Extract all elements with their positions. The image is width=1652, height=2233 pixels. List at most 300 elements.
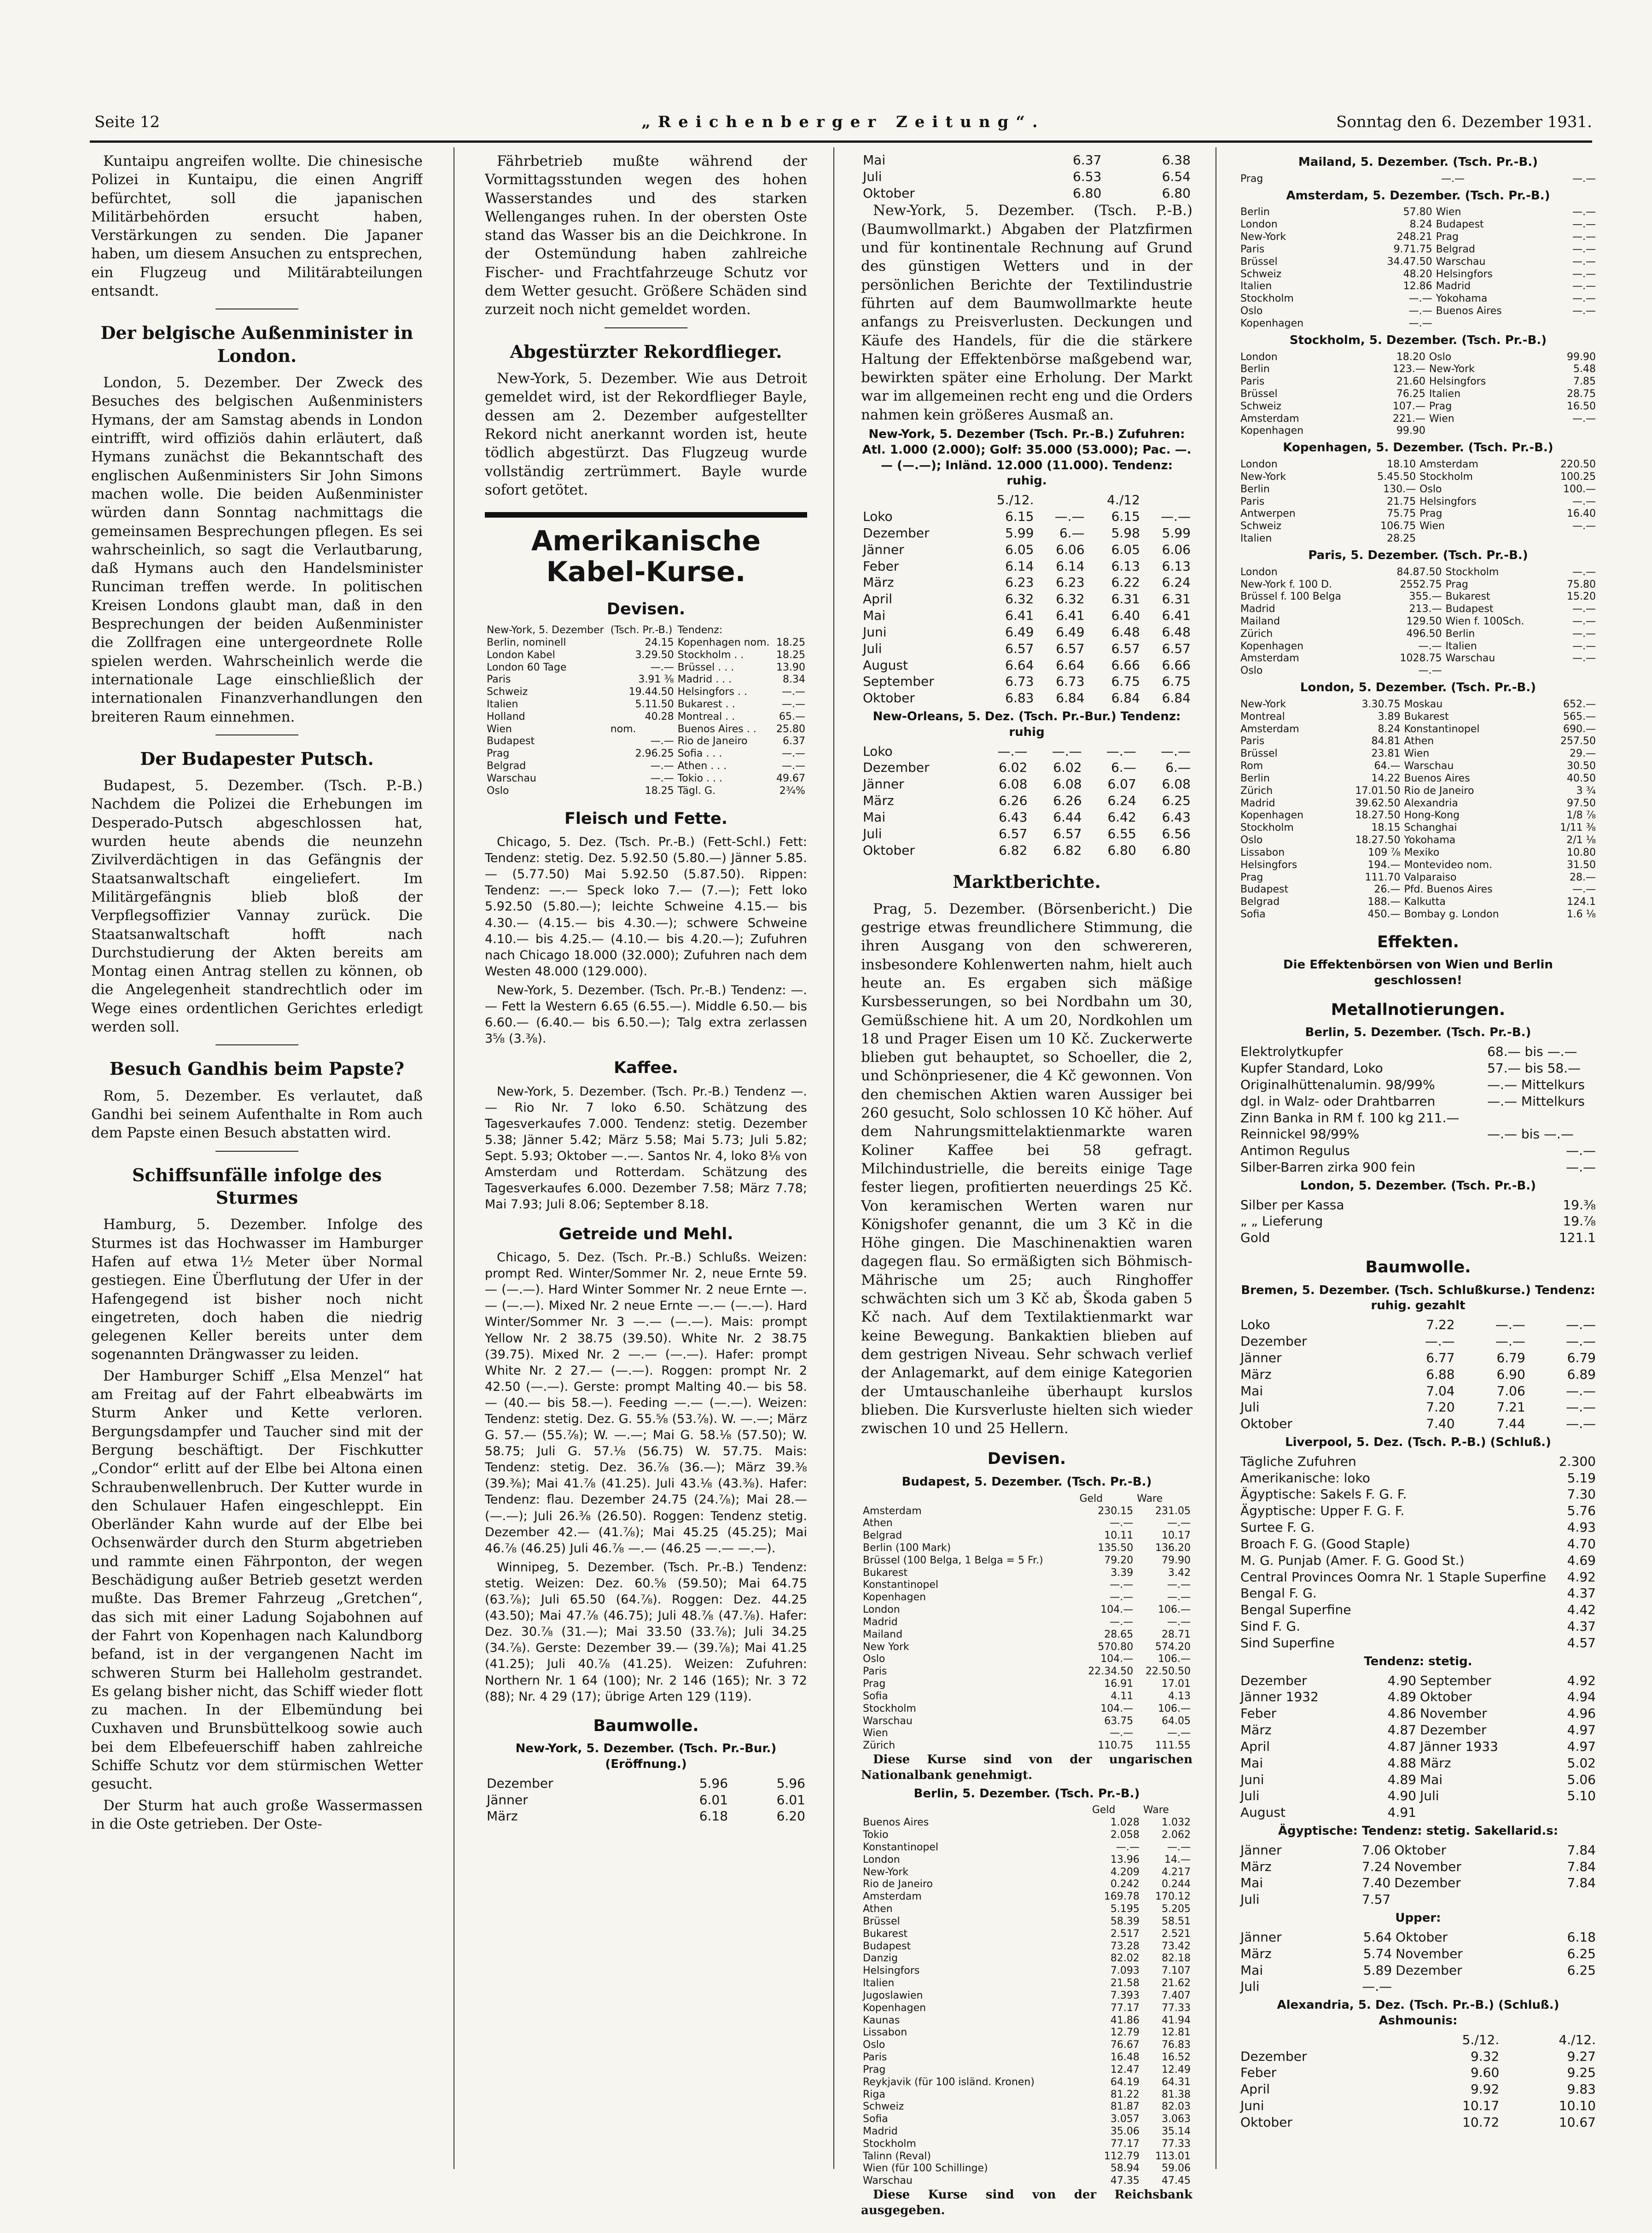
table-body xyxy=(1239,566,1598,677)
table-cell: 6.26 xyxy=(1053,793,1082,809)
table-caption: Bremen, 5. Dezember. (Tsch. Schlußkurse.) Tendenz: ruhig. gezahlt xyxy=(1241,1283,1595,1313)
subsection-title: Baumwolle. xyxy=(593,1716,699,1735)
table-cell: 130.— xyxy=(1383,483,1416,495)
table-cell: 5.99 xyxy=(1005,525,1034,541)
table-row xyxy=(861,1666,1192,1678)
subsection-title: Getreide und Mehl. xyxy=(558,1224,733,1243)
table-cell: 40.28 xyxy=(645,711,674,723)
table-cell: Warschau xyxy=(863,1715,913,1727)
table-body xyxy=(1239,2048,1598,2131)
table-cell: 4.94 xyxy=(1567,1689,1596,1705)
table-cell: 82.02 xyxy=(1110,1953,1140,1965)
table-cell xyxy=(861,1804,1090,1817)
table-cell: 9.83 xyxy=(1567,2081,1596,2097)
table-cell: dgl. in Walz- oder Drahtbarren xyxy=(1240,1093,1436,1109)
table-cell: April xyxy=(863,591,892,607)
table-cell: September xyxy=(1419,1673,1491,1688)
column-4 xyxy=(1239,152,1598,2131)
table-row xyxy=(861,508,1192,525)
table-cell: Lissabon xyxy=(863,2027,907,2039)
table-cell: Prag xyxy=(1240,173,1263,185)
table-cell: Wien xyxy=(1429,413,1454,425)
table-cell: Sofia xyxy=(1240,909,1266,921)
article-body: London, 5. Dezember. Der Zweck des Besuches des belgischen Außenministers Hymans, der am Samstag abends in London eintrifft, wird offiziös dahin erläutert, daß Hymans zunächst die Bekanntschaft des englischen Außenministers Sir John Simons machen wolle. Die beiden Außenminister würden dann Sonntag nachmittags die gemeinsamen Besprechungen pflegen. Es sei wahrscheinlich, so sagt die Verlautbarung, daß Hymans auch den Handelsminister Runciman treffen werde. In politischen Kreisen Londons glaubt man, daß in den Besprechungen der beiden Außenminister die Zollfragen eine untergeordnete Rolle spielen werden. Wahrscheinlich werde die internationale Lage einschließlich der internationalen Finanzverhandlungen den breiteren Raum einnehmen. xyxy=(91,374,423,725)
table-cell: Juli xyxy=(1419,1788,1439,1804)
table-cell: 6.18 xyxy=(699,1808,728,1824)
table-row xyxy=(1239,735,1598,748)
table-row xyxy=(1239,1552,1598,1569)
table-cell: 6.41 xyxy=(1162,608,1191,624)
table-cell: Dezember xyxy=(1240,1673,1307,1688)
table-cell: 18.25 xyxy=(776,636,805,648)
table-row xyxy=(861,2064,1192,2076)
table-cell: —.— xyxy=(1110,1592,1134,1603)
article-title: Schiffsunfälle infolge des Sturmes xyxy=(132,1164,382,1208)
divider xyxy=(215,1044,298,1045)
table-cell: 248.21 xyxy=(1396,231,1432,243)
table-cell: 213.— xyxy=(1409,603,1442,615)
table-row xyxy=(861,826,1192,842)
table-cell: Loko xyxy=(863,743,893,759)
table-cell: Amsterdam xyxy=(1419,459,1478,471)
table-cell: London xyxy=(1240,219,1278,231)
table-cell: 12.49 xyxy=(1162,2064,1191,2076)
table-cell: Broach F. G. (Good Staple) xyxy=(1240,1536,1410,1551)
table-cell: 10.67 xyxy=(1559,2114,1596,2130)
table-cell: 9.32 xyxy=(1470,2048,1500,2064)
table-cell: —.— xyxy=(1408,317,1432,329)
table-cell: 6.06 xyxy=(1056,542,1085,557)
table-cell: 1.6 ⅛ xyxy=(1566,909,1596,921)
table-cell: 30.50 xyxy=(1567,760,1596,772)
table-cell: —.— xyxy=(1572,206,1596,218)
table-cell: 6.43 xyxy=(999,809,1028,825)
table-row xyxy=(1239,566,1598,579)
table-row xyxy=(861,1891,1192,1903)
table-cell: 6.79 xyxy=(1567,1350,1596,1365)
table-cell: 82.18 xyxy=(1162,1953,1191,1965)
table-caption: London, 5. Dezember. (Tsch. Pr.-B.) xyxy=(1300,681,1536,695)
table-cell: 18.20 xyxy=(1396,351,1425,363)
table-row xyxy=(1239,1929,1598,1946)
table-cell: 13.96 xyxy=(1110,1854,1140,1866)
table-row xyxy=(1239,2032,1598,2048)
table-cell: Juli xyxy=(863,826,882,841)
table-cell: 3 ¾ xyxy=(1576,785,1596,797)
table-cell xyxy=(1036,492,1087,508)
table-cell: 9.92 xyxy=(1470,2081,1500,2097)
table-cell: Prag xyxy=(1419,508,1443,520)
table-cell: 64.05 xyxy=(1162,1715,1191,1727)
table-cell: 6.64 xyxy=(1056,657,1085,673)
table-cell: —.— xyxy=(1572,640,1596,652)
table-cell: Stockholm xyxy=(1240,822,1294,834)
table-cell: Mexiko xyxy=(1404,846,1440,858)
table-cell: 5.74 xyxy=(1363,1946,1392,1961)
table-row xyxy=(1239,1859,1598,1875)
table-row xyxy=(1239,293,1598,305)
masthead: „Reichenberger Zeitung“. xyxy=(641,113,1045,131)
table-cell: 77.17 xyxy=(1110,2002,1140,2014)
table-cell: —.— xyxy=(1572,256,1596,268)
table-cell: 1028.75 xyxy=(1400,653,1442,665)
table-cell: 12.81 xyxy=(1162,2027,1191,2039)
table-cell: 19.⅞ xyxy=(1563,1213,1596,1229)
table-cell: 5.98 xyxy=(1111,525,1140,541)
table-cell: 6.32 xyxy=(1056,591,1085,607)
table-cell: Dezember xyxy=(1240,2048,1307,2064)
table-cell: 48.20 xyxy=(1403,268,1432,280)
report-text: New-York, 5. Dezember. (Tsch. Pr.-B.) Tendenz: —.— Fett la Western 6.65 (6.55.—). Middle 6.50.— bis 6.60.— (6.40.— bis 6.50.—); Talg extra zerlassen 3⅝ (3.⅜). xyxy=(485,983,807,1046)
table-cell: Oktober xyxy=(1396,1929,1448,1945)
table-cell: 10.72 xyxy=(1462,2114,1500,2130)
table-cell: 6.05 xyxy=(1005,542,1034,557)
table-cell: 81.87 xyxy=(1110,2101,1140,2113)
table-cell: 6.31 xyxy=(1111,591,1140,607)
table-cell: 104.— xyxy=(1100,1702,1134,1714)
table-cell: 47.35 xyxy=(1110,2175,1140,2187)
table-cell: Sind Superfine xyxy=(1240,1635,1335,1650)
table-cell: Berlin, nominell xyxy=(487,636,566,648)
table-row xyxy=(1239,665,1598,677)
table-cell: 28.75 xyxy=(1567,388,1596,400)
table-row xyxy=(861,542,1192,558)
table-cell: —.— xyxy=(782,686,805,698)
table-cell: London xyxy=(863,1604,900,1616)
table-cell: 64.31 xyxy=(1162,2076,1191,2088)
table-cell: Stockholm xyxy=(1419,471,1473,483)
table-cell: Dezember xyxy=(1396,1962,1462,1978)
table-cell: 6.54 xyxy=(1162,169,1191,184)
table-cell: Zürich xyxy=(1240,785,1273,797)
table-cell: 3.30.75 xyxy=(1361,698,1401,710)
table-cell: Madrid xyxy=(1240,603,1275,615)
table-row xyxy=(861,2126,1192,2138)
mailand-table xyxy=(1239,173,1598,186)
table-cell xyxy=(1533,1891,1598,1908)
table-cell: Loko xyxy=(863,509,893,525)
table-row xyxy=(1239,909,1598,921)
table-cell xyxy=(1394,1978,1534,1995)
table-body xyxy=(485,1775,807,1825)
table-cell: 6.15 xyxy=(1111,509,1140,525)
table-cell: Paris xyxy=(487,674,511,686)
table-cell: Budapest xyxy=(1445,603,1494,615)
table-cell: 6.57 xyxy=(1005,641,1034,656)
kopenhagen-table xyxy=(1239,459,1598,545)
table-cell: (Tsch. Pr.-B.) xyxy=(610,624,673,636)
table-cell: Kopenhagen xyxy=(863,1592,926,1603)
table-cell: Ware xyxy=(1137,1493,1163,1504)
table-cell: Juli xyxy=(863,641,882,656)
table-cell: 106.75 xyxy=(1380,520,1416,532)
table-cell: Amsterdam xyxy=(863,1891,922,1903)
table-cell: 4.92 xyxy=(1567,1673,1596,1688)
table-cell: 6.23 xyxy=(1056,575,1085,590)
table-cell: 4.57 xyxy=(1567,1635,1596,1650)
table-cell: 106.— xyxy=(1158,1604,1191,1616)
table-row xyxy=(861,2089,1192,2101)
table-cell: 99.90 xyxy=(1396,425,1425,437)
table-cell: Prag xyxy=(863,1678,886,1690)
table-row xyxy=(861,2175,1192,2187)
table-row xyxy=(861,1517,1192,1530)
table-cell: 12.79 xyxy=(1110,2027,1140,2039)
table-cell: Ägyptische: Sakels F. G. F. xyxy=(1240,1487,1407,1502)
table-cell: —.— xyxy=(1110,1727,1134,1739)
table-row xyxy=(1239,231,1598,244)
table-cell: 10.17 xyxy=(1162,1530,1191,1542)
table-row xyxy=(861,2163,1192,2175)
table-row xyxy=(1239,1350,1598,1366)
table-row xyxy=(861,1493,1192,1505)
table-cell: 106.— xyxy=(1158,1702,1191,1714)
table-cell: April xyxy=(1240,2081,1270,2097)
table-row xyxy=(1239,1110,1598,1126)
table-row xyxy=(1239,1635,1598,1651)
table-header xyxy=(485,624,807,637)
table-cell: Bukarest xyxy=(1404,711,1449,723)
table-row xyxy=(861,2002,1192,2015)
table-cell: Oslo xyxy=(1240,305,1263,317)
table-cell: 6.02 xyxy=(999,760,1028,775)
table-cell: Italien xyxy=(487,698,518,710)
table-cell: 47.45 xyxy=(1162,2175,1191,2187)
table-cell: 7.84 xyxy=(1567,1875,1596,1891)
table-row xyxy=(861,1629,1192,1641)
table-cell: Helsingfors xyxy=(1436,268,1493,280)
table-cell: —.— xyxy=(1572,173,1596,185)
table-cell: Oktober xyxy=(863,842,915,858)
table-cell: —.— xyxy=(1110,1616,1134,1628)
table-row xyxy=(861,1854,1192,1866)
table-row xyxy=(1239,268,1598,281)
table-cell: 113.01 xyxy=(1155,2150,1191,2162)
table-cell: 2.058 xyxy=(1110,1829,1140,1841)
table-cell: 129.50 xyxy=(1406,616,1442,627)
table-cell: 6.06 xyxy=(1162,542,1191,557)
table-cell: Schweiz xyxy=(1240,268,1282,280)
table-row xyxy=(861,1703,1192,1715)
report-text: Chicago, 5. Dez. (Tsch. Pr.-B.) (Fett-Schl.) Fett: Tendenz: stetig. Dez. 5.92.50 (5.80.—) Jänner 5.85.— (5.77.50) Mai 5.92.50 (5.87.50). Rippen: Tendenz: —.— Speck loko 7.— (7.—); Fett loko 5.92.50 (5.80.—); leichte Schweine 4.15.— bis 4.30.— (4.15.— bis 4.30.—); schwere Schweine 4.10.— bis 4.25.— (4.10.— bis 4.20.—); Zufuhren nach Chicago 18.000 (32.000); Zufuhren nach dem Westen 48.000 (129.000). xyxy=(485,835,807,979)
table-cell: Antwerpen xyxy=(1240,508,1296,520)
table-cell: —.— xyxy=(1572,616,1596,627)
report-text: Chicago, 5. Dez. (Tsch. Pr.-B.) Schlußs. Weizen: prompt Red. Winter/Sommer Nr. 2, neue Ernte 59.— (—.—). Hard Winter Sommer Nr. 2 neue Ernte —.— (—.—). Mixed Nr. 2 neue Ernte —.— (—.—). Hard Winter/Sommer Nr. 3 —.— (—.—). Mais: prompt Yellow Nr. 2 38.75 (39.50). White Nr. 2 38.75 (39.75). Mixed Nr. 2 —.— (—.—). Hafer: prompt White Nr. 2 27.— (—.—). Roggen: prompt Nr. 2 42.50 (—.—). Gerste: prompt Malting 40.— bis 58.— (40.— bis 58.—). Feeding —.— (—.—). Weizen: Tendenz: stetig. Dez. G. 55.⅝ (53.⅞). W. —.—; März G. 57.— (55.⅞); W. —.—; Mai G. 58.⅛ (57.50); W. 58.75; Juli G. 57.⅛ (56.75) W. 57.75. Mais: Tendenz: stetig. Dez. 36.⅞ (36.—); März 39.⅜ (39.⅜); Mai 41.⅞ (41.25). Juli 43.⅛ (43.⅜). Hafer: Tendenz: flau. Dezember 24.75 (24.⅞); Mai 28.— (—.—); Juli 26.⅜ (26.50). Roggen: Tendenz stetig. Dezember 42.— (41.⅞); Mai 45.25 (45.25); Mai 46.⅞ (46.25) Juli 46.⅞ —.— (46.25 —.— —.—). xyxy=(485,1250,807,1556)
table-cell: 81.22 xyxy=(1110,2088,1140,2100)
table-row xyxy=(861,1641,1192,1654)
table-body xyxy=(1239,1673,1598,1821)
table-cell: Montevideo nom. xyxy=(1404,859,1492,871)
section-title: Amerikanische Kabel-Kurse. xyxy=(531,525,761,589)
table-row xyxy=(861,1691,1192,1703)
table-cell: Surtee F. G. xyxy=(1240,1520,1315,1535)
table-cell: Brüssel (100 Belga, 1 Belga = 5 Fr.) xyxy=(863,1554,1043,1566)
table-row xyxy=(1239,318,1598,330)
table-cell: April xyxy=(1240,1738,1270,1754)
table-cell: 9.71.75 xyxy=(1393,243,1432,255)
table-cell: 6.49 xyxy=(1005,624,1034,640)
table-cell: Stockholm . . xyxy=(677,649,744,661)
table-cell: Mai xyxy=(1240,1875,1263,1891)
table-cell: Kopenhagen nom. xyxy=(677,636,770,648)
table-cell: Jänner 1933 xyxy=(1419,1738,1498,1754)
table-cell: 7.22 xyxy=(1426,1317,1455,1333)
table-cell: 7.44 xyxy=(1496,1416,1525,1432)
running-head xyxy=(94,113,1592,142)
table-cell: 6.84 xyxy=(1162,690,1191,706)
table-row xyxy=(861,673,1192,690)
article-body: Hamburg, 5. Dezember. Infolge des Sturmes ist das Hochwasser im Hamburger Hafen auf etwa 1½ Meter über Normal gestiegen. Eine Überflutung der Ufer in der Hafengegend ist bisher noch nicht eingetreten, doch haben die niedrig gelegenen Keller bereits unter dem sogenannten Drängwasser zu leiden. xyxy=(91,1216,423,1363)
table-cell: Konstantinopel xyxy=(863,1579,939,1591)
table-cell xyxy=(1554,665,1598,677)
table-cell: —.— xyxy=(1425,1334,1455,1349)
table-cell: Silber-Barren zirka 900 fein xyxy=(1240,1160,1416,1175)
table-cell: Reinnickel 98/99% xyxy=(1240,1126,1360,1142)
table-cell: Juli xyxy=(1240,1892,1260,1907)
table-cell: —.— xyxy=(1106,743,1136,759)
table-cell: 0.244 xyxy=(1162,1878,1191,1890)
table-row xyxy=(861,657,1192,674)
notice-text: Die Effektenbörsen von Wien und Berlin geschlossen! xyxy=(1283,958,1553,988)
table-cell: —.— bis —.— xyxy=(1487,1126,1574,1142)
table-cell: November xyxy=(1396,1946,1463,1961)
table-row xyxy=(485,662,807,674)
table-cell: 77.17 xyxy=(1110,2138,1140,2150)
table-row xyxy=(861,1542,1192,1555)
table-row xyxy=(861,690,1192,706)
table-cell: 6.75 xyxy=(1111,674,1140,689)
table-row xyxy=(861,1965,1192,1977)
table-cell: 8.34 xyxy=(783,674,805,686)
section-title: Marktberichte. xyxy=(953,871,1101,892)
table-cell: Juli xyxy=(863,169,882,184)
table-cell: 22.34.50 xyxy=(1088,1666,1134,1678)
sakellaridis-table xyxy=(1239,1842,1598,1908)
table-cell: —.— xyxy=(1566,1160,1596,1175)
table-cell: 39.62.50 xyxy=(1355,797,1401,809)
table-cell: Feber xyxy=(863,558,899,574)
table-body xyxy=(861,1505,1192,1753)
table-cell: 4.89 xyxy=(1387,1772,1416,1787)
table-cell: Jugoslawien xyxy=(863,1989,923,2001)
table-row xyxy=(861,1740,1192,1752)
table-cell: 97.50 xyxy=(1567,797,1596,809)
table-row xyxy=(1239,1569,1598,1586)
table-cell xyxy=(1552,318,1598,330)
table-cell: 194.— xyxy=(1367,859,1401,871)
table-cell: Valparaiso xyxy=(1404,871,1457,883)
table-cell: 5.45.50 xyxy=(1377,471,1416,483)
table-cell: Prag xyxy=(863,2064,886,2076)
table-cell: 6.82 xyxy=(999,842,1028,858)
table-row xyxy=(1239,711,1598,723)
table-row xyxy=(485,735,807,748)
table-cell: 75.75 xyxy=(1387,508,1416,520)
table-cell: 16.50 xyxy=(1567,400,1596,412)
table-cell: 81.38 xyxy=(1162,2088,1191,2100)
table-body xyxy=(1239,699,1598,921)
table-cell: 7.107 xyxy=(1162,1965,1191,1977)
table-cell: 4.209 xyxy=(1110,1866,1140,1878)
table-row xyxy=(1239,628,1598,641)
table-cell: Madrid xyxy=(863,2126,898,2137)
table-cell: Helsingfors . . xyxy=(677,686,747,698)
table-body xyxy=(1239,351,1598,438)
table-cell: Wien xyxy=(1436,206,1461,218)
table-cell: 0.242 xyxy=(1110,1878,1140,1890)
table-cell: 4.90 xyxy=(1387,1788,1416,1804)
table-cell: 58.51 xyxy=(1162,1915,1191,1927)
table-body xyxy=(1239,1453,1598,1651)
table-cell: 7.20 xyxy=(1426,1399,1455,1415)
table-cell: Berlin xyxy=(1240,772,1270,784)
table-cell: 68.— bis —.— xyxy=(1487,1044,1577,1060)
divider xyxy=(605,327,687,328)
table-row xyxy=(861,1604,1192,1616)
table-cell: 6.15 xyxy=(1005,509,1034,525)
table-cell: 6.22 xyxy=(1111,575,1140,590)
table-row xyxy=(1239,376,1598,388)
table-cell: Sofia . . . xyxy=(677,748,722,760)
table-body xyxy=(1239,1842,1598,1908)
table-cell: Talinn (Reval) xyxy=(863,2150,931,2162)
table-cell: 2.521 xyxy=(1162,1928,1191,1940)
table-row xyxy=(861,1990,1192,2002)
table-cell: —.— xyxy=(650,760,674,772)
table-cell: 6.57 xyxy=(1111,641,1140,656)
table-row xyxy=(1239,459,1598,471)
table-row xyxy=(1239,351,1598,364)
table-cell: Warschau xyxy=(1445,653,1495,665)
table-cell: —.— xyxy=(1408,305,1432,317)
table-body xyxy=(1239,1044,1598,1176)
table-row xyxy=(1239,1093,1598,1110)
table-cell: 2/1 ⅛ xyxy=(1566,834,1596,846)
table-row xyxy=(1239,723,1598,736)
table-row xyxy=(861,842,1192,859)
report-text: Prag, 5. Dezember. (Börsenbericht.) Die gestrige etwas freundlichere Stimmung, die ihren Ausgang von den schwereren, insbesondere Kohlenwerten nahm, hielt auch heute an. Es ergaben sich mäßige Kursbesserungen, so bei Nordbahn um 30, Gemüßschiene hit. A um 20, Nordkohlen um 18 und Prager Eisen um 10 Kč. Zuckerwerte blieben gut behauptet, so Schoeller, die 2, und Schönpriesener, die 4 Kč gewonnen. Von den chemischen Aktien waren Aussiger bei 260 gesucht, Solo schlossen 10 Kč höher. Auf dem Nahrungsmittelaktienmarkte waren Koliner Kaffee bei 58 gefragt. Milchindustrielle, die bereits einige Tage fester liegen, profitierten neuerdings 25 Kč. Von keramischen Werten waren nur Königshofer genannt, die um 3 Kč in die Höhe gingen. Die Maschinenaktien waren dagegen flau. So ermäßigten sich Böhmisch-Mährische um 25; auch Ringhoffer schwächten sich um 3 Kč ab, Škoda gaben 5 Kč nach. Auf dem Textilaktienmarkt war keine Bewegung. Bankaktien blieben auf dem gestrigen Niveau. Sehr schwach verlief der Anlagemarkt, auf dem einige Kategorien der Umtauschanleihe überhaupt kurslos blieben. Die Kursverluste hielten sich wieder zwischen 10 und 25 Hellern. xyxy=(861,900,1192,1437)
table-cell: 136.20 xyxy=(1155,1542,1191,1554)
table-cell: —.— xyxy=(1572,884,1596,896)
table-row xyxy=(1239,280,1598,293)
table-row xyxy=(1239,2081,1598,2098)
table-caption: Kopenhagen, 5. Dezember. (Tsch. Pr.-B.) xyxy=(1283,441,1553,455)
table-caption: Alexandria, 5. Dez. (Tsch. Pr.-B.) (Schluß.) Ashmounis: xyxy=(1277,1998,1559,2028)
table-cell: 124.1 xyxy=(1567,896,1596,908)
table-cell: 100.25 xyxy=(1560,471,1596,483)
table-cell: —.— xyxy=(1572,231,1596,243)
table-cell: 26.— xyxy=(1374,884,1401,896)
table-cell: 5.195 xyxy=(1110,1903,1140,1915)
table-cell: 6.07 xyxy=(1107,776,1136,792)
table-cell: Paris xyxy=(863,2052,887,2064)
table-cell xyxy=(1538,425,1598,437)
table-cell xyxy=(1418,1804,1547,1821)
table-cell: 4.96 xyxy=(1567,1706,1596,1721)
table-cell: Stockholm xyxy=(863,1702,916,1714)
table-cell: —.— xyxy=(782,748,805,760)
table-row xyxy=(861,2138,1192,2151)
table-cell: Warschau xyxy=(1436,256,1486,268)
table-cell: 2¾% xyxy=(779,785,805,797)
table-cell: —.— xyxy=(1566,1416,1596,1432)
table-cell: 6.43 xyxy=(1162,809,1191,825)
table-row xyxy=(1239,388,1598,401)
table-row xyxy=(1239,1946,1598,1962)
table-cell: —.— xyxy=(1572,496,1596,507)
table-cell: 6.80 xyxy=(1073,185,1102,201)
table-cell: —.— xyxy=(1418,640,1442,652)
